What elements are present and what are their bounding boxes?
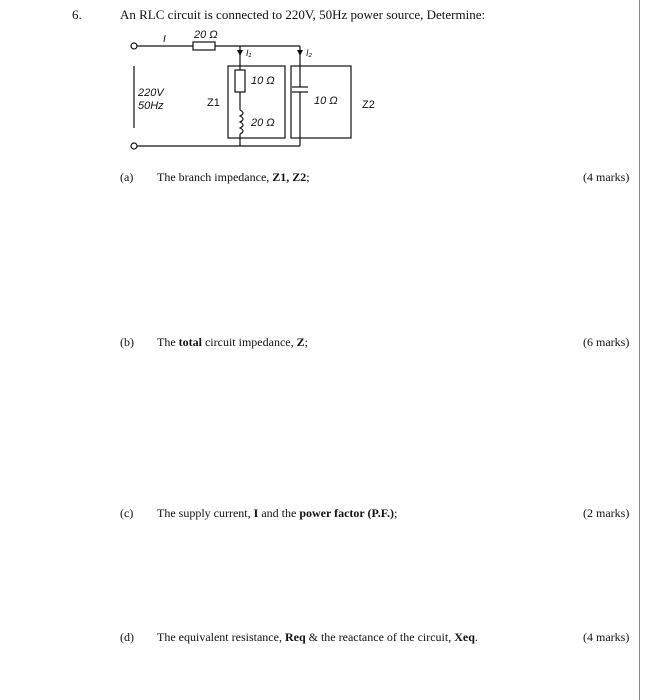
part-a-text: The branch impedance, Z1, Z2; [157, 170, 310, 184]
part-c-label: (c) [120, 506, 134, 520]
part-b-label: (b) [120, 335, 134, 349]
rlc-circuit-diagram [118, 26, 388, 156]
part-b-text: The total circuit impedance, Z; [157, 335, 308, 349]
bottom-terminal [131, 143, 137, 149]
branch1-inductor-label: 20 Ω [251, 117, 275, 129]
question-number: 6. [72, 7, 82, 22]
part-a-marks: (4 marks) [583, 170, 630, 184]
part-d-marks: (4 marks) [583, 630, 630, 644]
source-voltage-label: 220V [138, 87, 164, 99]
part-b-marks: (6 marks) [583, 335, 630, 349]
part-c-text: The supply current, I and the power factor (P.F.); [157, 506, 398, 520]
branch1-name-label: Z1 [207, 97, 220, 109]
branch1-current-arrow [237, 50, 243, 56]
series-resistor-label: 20 Ω [194, 29, 218, 41]
part-d-label: (d) [120, 630, 134, 644]
question-title: An RLC circuit is connected to 220V, 50Hz power source, Determine: [120, 7, 486, 22]
branch2-name-label: Z2 [362, 99, 375, 111]
branch2-resistor-label: 10 Ω [314, 95, 338, 107]
branch1-resistor-label: 10 Ω [251, 75, 275, 87]
series-resistor [193, 42, 215, 50]
branch1-current-label: I₁ [246, 48, 252, 58]
branch2-current-label: I₂ [306, 48, 312, 58]
branch2-current-arrow [297, 50, 303, 56]
branch1-inductor [240, 110, 243, 134]
source-frequency-label: 50Hz [138, 100, 164, 112]
top-terminal [131, 43, 137, 49]
supply-current-label: I [163, 34, 166, 45]
part-c-marks: (2 marks) [583, 506, 630, 520]
part-a-label: (a) [120, 170, 134, 184]
branch1-resistor [235, 70, 245, 92]
part-d-text: The equivalent resistance, Req & the reactance of the circuit, Xeq. [157, 630, 478, 644]
